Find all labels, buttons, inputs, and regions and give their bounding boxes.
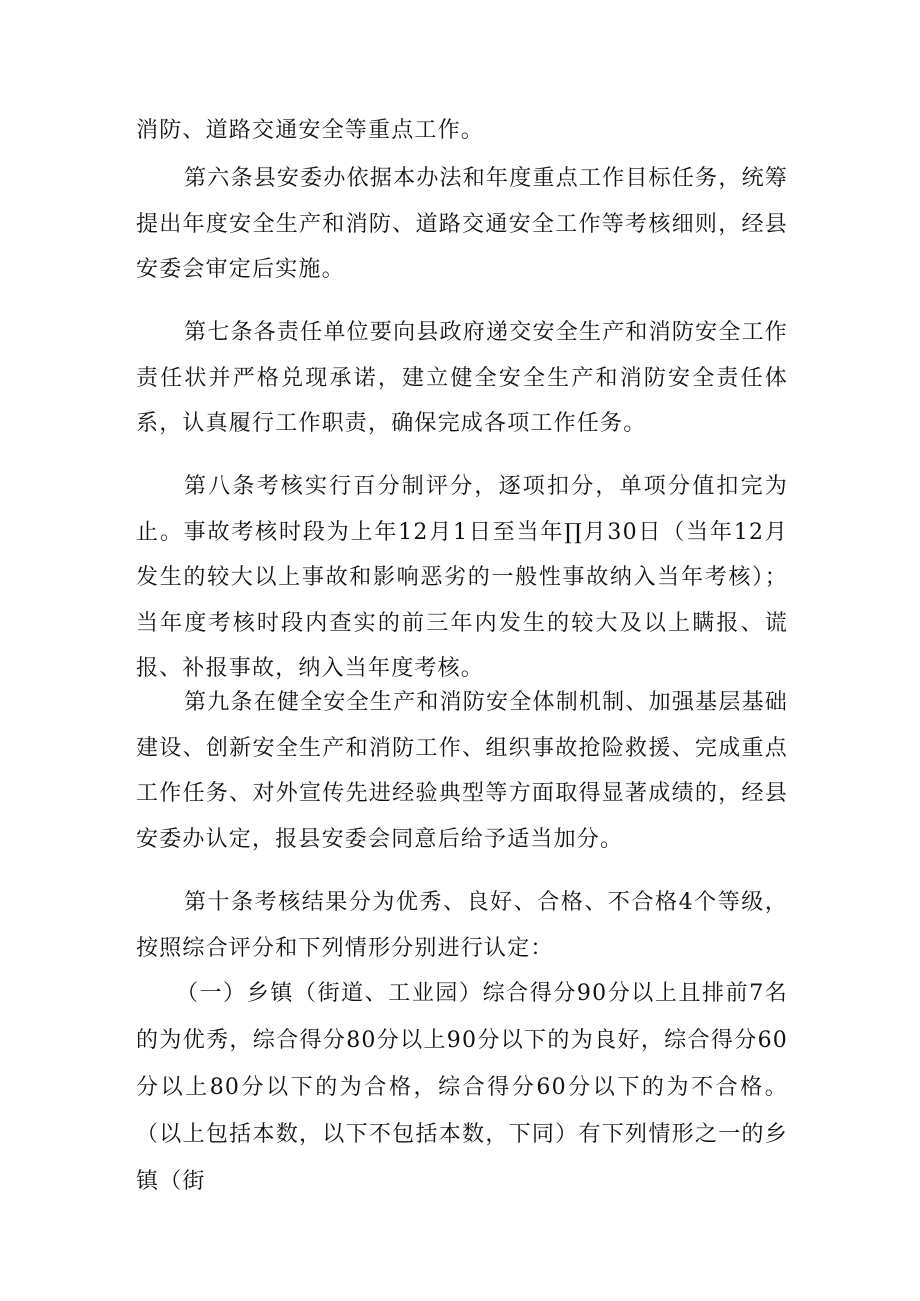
paragraph-article-9: 第九条在健全安全生产和消防安全体制机制、加强基层基础建设、创新安全生产和消防工作、组织事故抢险救援、完成重点工作任务、对外宣传先进经验典型等方面取得显著成绩的，经县安委办认定，报县安委会同意后给予适当加分。 xyxy=(136,690,788,852)
paragraph-article-6: 第六条县安委办依据本办法和年度重点工作目标任务，统筹提出年度安全生产和消防、道路交通安全工作等考核细则，经县安委会审定后实施。 xyxy=(136,166,788,282)
paragraph-continuation: 消防、道路交通安全等重点工作。 xyxy=(136,118,485,143)
paragraph-article-8: 第八条考核实行百分制评分，逐项扣分，单项分值扣完为止。事故考核时段为上年12月1日至当年∏月30日（当年12月发生的较大以上事故和影响恶劣的一般性事故纳入当年考核）；当年度考核时段内查实的前三年内发生的较大及以上瞒报、谎报、补报事故，纳入当年度考核。 xyxy=(136,474,788,681)
paragraph-item-1: （一）乡镇（街道、工业园）综合得分90分以上且排前7名的为优秀，综合得分80分以上90分以下的为良好，综合得分60分以上80分以下的为合格，综合得分60分以下的为不合格。（以上包括本数，以下不包括本数，下同）有下列情形之一的乡镇（街 xyxy=(136,981,788,1194)
paragraph-article-10: 第十条考核结果分为优秀、良好、合格、不合格4个等级，按照综合评分和下列情形分别进行认定： xyxy=(136,890,788,961)
paragraph-article-7: 第七条各责任单位要向县政府递交安全生产和消防安全工作责任状并严格兑现承诺，建立健全安全生产和消防安全责任体系，认真履行工作职责，确保完成各项工作任务。 xyxy=(136,320,788,436)
